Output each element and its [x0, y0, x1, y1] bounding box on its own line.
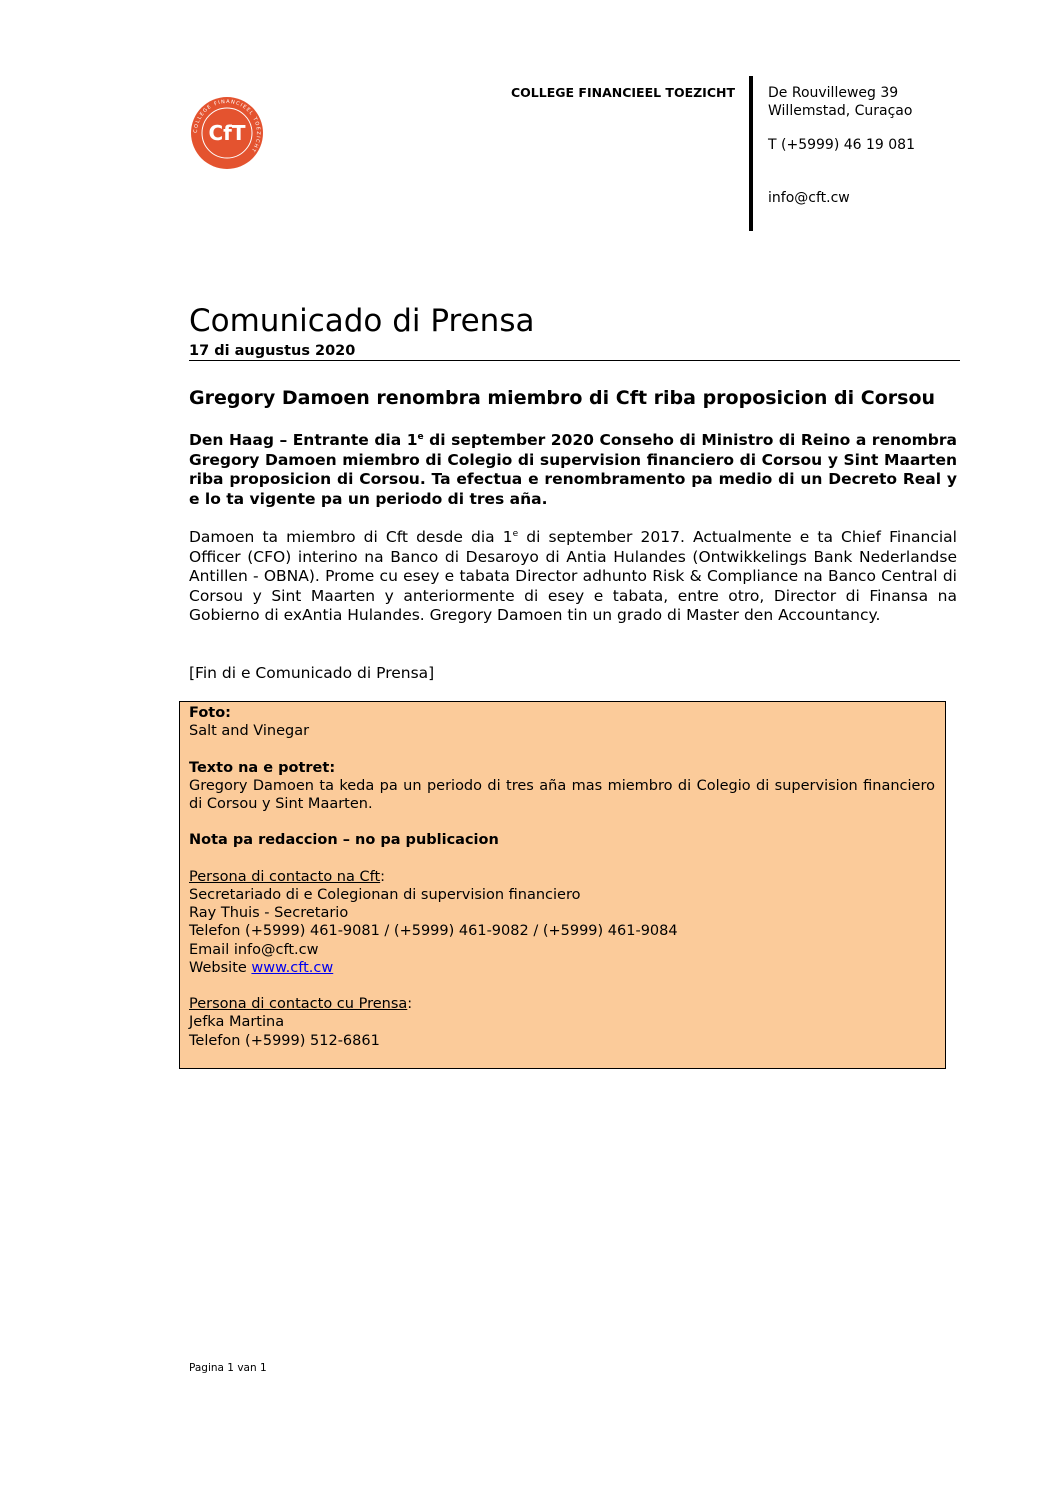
press-contact-name: Jefka Martina: [189, 1014, 285, 1031]
press-contact-heading: Persona di contacto cu Prensa:: [189, 996, 413, 1013]
logo-text: CfT: [208, 121, 246, 145]
header-divider: [749, 76, 753, 231]
website-prefix: Website: [189, 959, 252, 976]
headline: Gregory Damoen renombra miembro di Cft riba proposicion di Corsou: [189, 387, 936, 409]
header-email[interactable]: info@cft.cw: [768, 190, 850, 206]
lead-paragraph: [189, 431, 957, 509]
address-line-1: De Rouvilleweg 39: [768, 85, 899, 101]
address-line-2: Willemstad, Curaçao: [768, 103, 913, 119]
cft-contact-label: Persona di contacto na Cft: [189, 868, 381, 885]
body-ordinal: e: [512, 529, 519, 539]
lead-ordinal: e: [417, 432, 424, 442]
lead-text-rest: di september 2020 Conseho di Ministro di Reino a renombra Gregory Damoen miembro di Colegio di supervision financiero di Corsou y Sint Maarten riba proposicion di Corsou. Ta efectua e renombramento pa medio di un Decreto Real y e lo ta vigente pa un periodo di tres aña.: [189, 431, 957, 508]
end-note: [Fin di e Comunicado di Prensa]: [189, 664, 435, 682]
photo-label: Foto:: [189, 705, 231, 721]
organization-name: COLLEGE FINANCIEEL TOEZICHT: [511, 85, 735, 100]
cft-logo-graphic: [190, 96, 264, 170]
cft-website-line: [189, 959, 935, 977]
caption-text: Gregory Damoen ta keda pa un periodo di tres aña mas miembro di Colegio di supervision financiero di Corsou y Sint Maarten.: [189, 777, 935, 812]
title-rule: [189, 360, 960, 361]
body-text-start: Damoen ta miembro di Cft desde dia 1: [189, 528, 513, 546]
page-title: Comunicado di Prensa: [189, 303, 535, 339]
lead-text-start: Den Haag – Entrante dia 1: [189, 431, 418, 449]
header-phone: T (+5999) 46 19 081: [768, 137, 915, 153]
cft-contact-org: Secretariado di e Colegionan di supervision financiero: [189, 886, 581, 903]
logo-ring-text: COLLEGE FINANCIEEL TOEZICHT: [192, 98, 262, 154]
press-contact-phone: Telefon (+5999) 512-6861: [189, 1032, 380, 1049]
editor-info-box: [179, 701, 946, 1069]
release-date: 17 di augustus 2020: [189, 343, 356, 359]
photo-credit: Salt and Vinegar: [189, 723, 310, 740]
cft-contact-phone: Telefon (+5999) 461-9081 / (+5999) 461-9082 / (+5999) 461-9084: [189, 923, 678, 940]
editorial-note-heading: Nota pa redaccion – no pa publicacion: [189, 832, 499, 849]
body-paragraph: [189, 528, 957, 626]
cft-contact-heading: Persona di contacto na Cft:: [189, 868, 386, 885]
caption-label: Texto na e potret:: [189, 759, 336, 776]
body-text-rest: di september 2017. Actualmente e ta Chief Financial Officer (CFO) interino na Banco di Desaroyo di Antia Hulandes (Ontwikkelings Bank Nederlandse Antillen - OBNA). Prome cu esey e tabata Director adhunto Risk & Compliance na Banco Central di Corsou y Sint Maarten y anteriormente di esey e tabata, entre otro, Director di Finansa na Gobierno di exAntia Hulandes. Gregory Damoen tin un grado di Master den Accountancy.: [189, 528, 957, 624]
cft-contact-email: Email info@cft.cw: [189, 941, 319, 958]
cft-contact-name: Ray Thuis - Secretario: [189, 905, 349, 922]
website-link[interactable]: www.cft.cw: [251, 959, 334, 976]
page-number: Pagina 1 van 1: [189, 1362, 267, 1374]
cft-logo: [190, 96, 264, 170]
press-contact-label: Persona di contacto cu Prensa: [189, 996, 408, 1013]
